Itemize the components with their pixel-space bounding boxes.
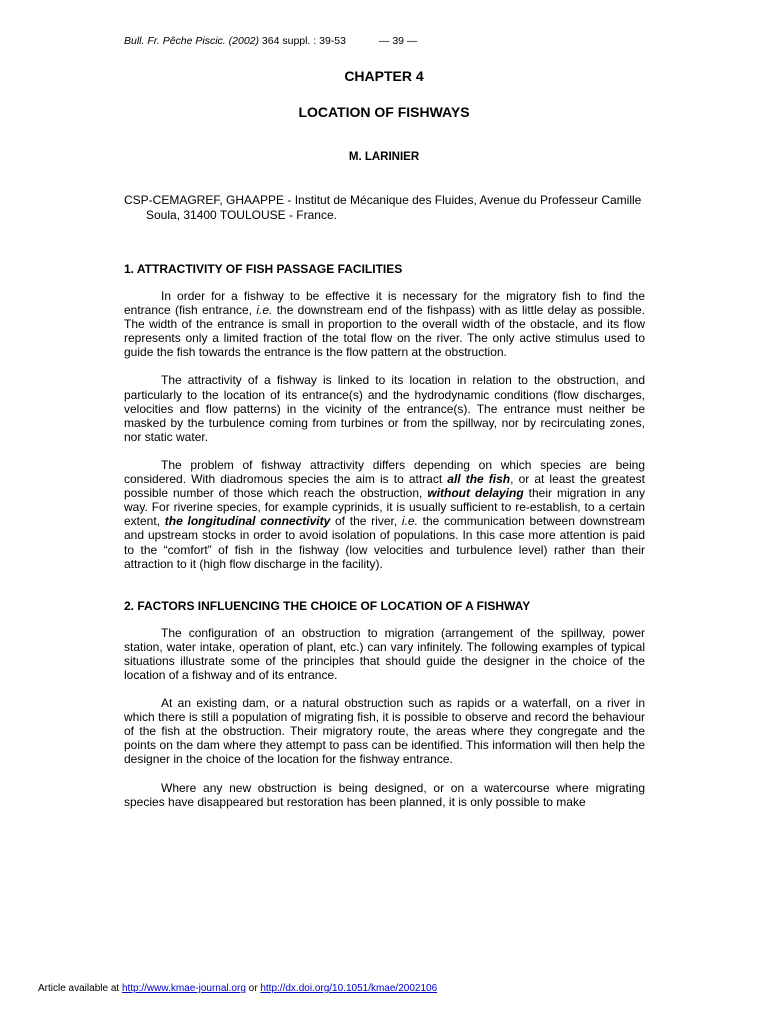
paragraph xyxy=(124,289,645,359)
text-run: their migration in any way. For riverine species, for example cyprinids, it is usually sufficient to re-establish, to a certain extent, xyxy=(124,486,645,529)
journal-name: Bull. Fr. Pêche Piscic. (2002) xyxy=(124,35,259,47)
journal-link[interactable]: http://www.kmae-journal.org xyxy=(121,983,246,994)
article-body xyxy=(124,262,645,809)
emphasis-text: all the fish xyxy=(447,472,511,487)
text-run: In order for a fishway to be effective it is necessary for the migratory fish to find the entrance (fish entrance, xyxy=(124,289,645,318)
footer-text: or xyxy=(245,983,261,994)
text-run: the downstream end of the fishpass) with as little delay as possible. The width of the entrance is small in proportion to the overall width of the obstacle, and its flow represents only a limited fraction of the total flow on the river. The only active stimulus used to guide the fish towards the entrance is the flow pattern at the obstruction. xyxy=(124,303,646,360)
chapter-label: CHAPTER 4 xyxy=(344,68,424,84)
article-footer xyxy=(38,983,437,994)
paragraph: The configuration of an obstruction to migration (arrangement of the spillway, power station, water intake, operation of plant, etc.) can vary infinitely. The following examples of typical situations illustrate some of the principles that should guide the designer in the choice of the location of a fishway and of its entrance. xyxy=(124,625,645,682)
running-header xyxy=(124,35,417,47)
footer-text: Article available at xyxy=(38,983,122,994)
text-run: of the river, xyxy=(330,514,402,529)
emphasis-text: the longitudinal connectivity xyxy=(164,514,331,529)
paragraph xyxy=(124,458,645,571)
author-affiliation: CSP-CEMAGREF, GHAAPPE - Institut de Mécanique des Fluides, Avenue du Professeur Camille Soula, 31400 TOULOUSE - France. xyxy=(124,193,642,222)
italic-text: i.e. xyxy=(256,303,273,318)
author-name: M. LARINIER xyxy=(348,151,420,163)
text-run: The problem of fishway attractivity differs depending on which species are being considered. With diadromous species the aim is to attract xyxy=(124,457,645,487)
paragraph: At an existing dam, or a natural obstruction such as rapids or a waterfall, on a river in which there is still a population of migrating fish, it is possible to observe and record the behaviour of the fish at the obstruction. Their migratory route, the areas where they congregate and the points on the dam where they attempt to pass can be identified. This information will then help the designer in the choice of the location for the fishway entrance. xyxy=(124,696,645,767)
text-run: the communication between downstream and upstream stocks in order to avoid isolation of populations. In this case more attention is paid to the “comfort” of fish in the fishway (low velocities and turbulence level) rather than their attraction to it (high flow discharge in the facility). xyxy=(124,514,645,571)
page-title: LOCATION OF FISHWAYS xyxy=(298,104,470,120)
section-heading-1: 1. ATTRACTIVITY OF FISH PASSAGE FACILITIES xyxy=(124,262,403,276)
section-heading-2: 2. FACTORS INFLUENCING THE CHOICE OF LOCATION OF A FISHWAY xyxy=(124,598,531,613)
italic-text: i.e. xyxy=(401,514,418,529)
volume-pages: 364 suppl. : 39-53 xyxy=(261,35,346,47)
paragraph: The attractivity of a fishway is linked to its location in relation to the obstruction, and particularly to the location of its entrance(s) and the hydrodynamic conditions (flow discharges, velocities and flow patterns) in the vicinity of the entrance(s). The entrance must neither be masked by the turbulence coming from turbines or from the spillway, nor by recirculating zones, nor static water. xyxy=(124,373,645,444)
text-run: , or at least the greatest possible number of those which reach the obstruction, xyxy=(124,472,645,501)
emphasis-text: without delaying xyxy=(427,486,524,501)
paragraph: Where any new obstruction is being designed, or on a watercourse where migrating species have disappeared but restoration has been planned, it is only possible to make xyxy=(124,780,645,809)
page-number: — 39 — xyxy=(378,35,418,47)
doi-link[interactable]: http://dx.doi.org/10.1051/kmae/2002106 xyxy=(260,983,438,994)
